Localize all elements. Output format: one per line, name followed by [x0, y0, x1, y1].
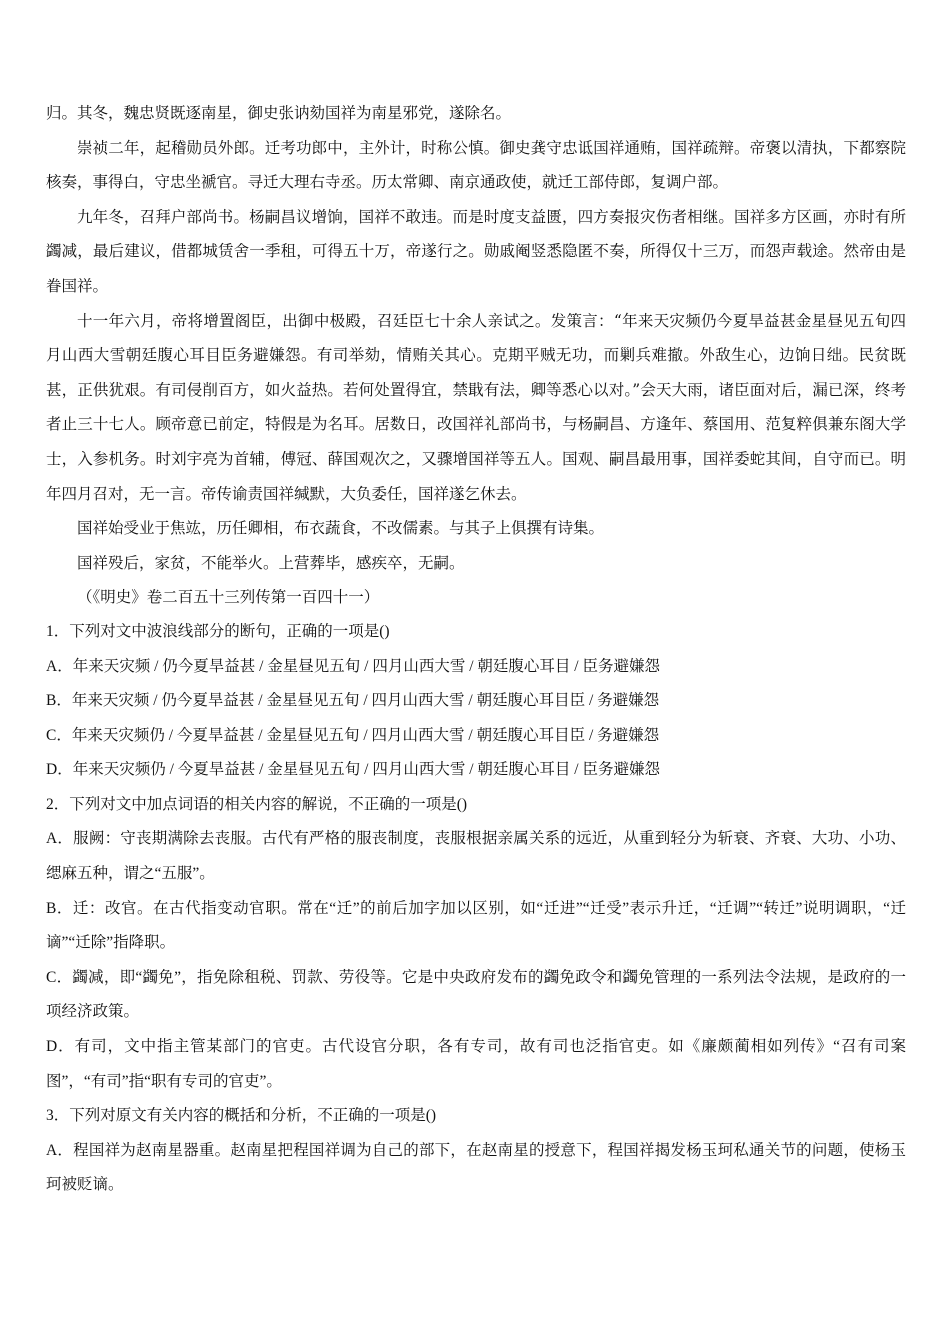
passage-paragraph-3: 九年冬，召拜户部尚书。杨嗣昌议增饷，国祥不敢违。而是时度支益匮，四方奏报灾伤者相继。国祥多方区画，亦时有所蠲减，最后建议，借都城赁舍一季租，可得五十万，帝遂行之。勋戚阉竖悉隐匿不奏，所得仅十三万，而怨声载途。然帝由是眷国祥。: [46, 207, 906, 295]
passage-paragraph-4: 十一年六月，帝将增置阁臣，出御中极殿，召廷臣七十余人亲试之。发策言：“年来天灾频仍今夏旱益甚金星昼见五旬四月山西大雪朝廷腹心耳目臣务避嫌怨。有司举劾，情贿关其心。克期平贼无功，而剿兵难撤。外敌生心，边饷日绌。民贫既甚，正供犹艰。有司侵削百方，如火益热。若何处置得宜，禁戢有法，卿等悉心以对。”会天大雨，诸臣面对后，漏已深，终考者止三十七人。顾帝意已前定，特假是为名耳。居数日，改国祥礼部尚书，与杨嗣昌、方逢年、蔡国用、范复粹俱兼东阁大学士，入参机务。时刘宇亮为首辅，傅冠、薛国观次之，又骤增国祥等五人。国观、嗣昌最用事，国祥委蛇其间，自守而已。明年四月召对，无一言。帝传谕责国祥缄默，大负委任，国祥遂乞休去。: [46, 311, 906, 503]
option-d: D．有司，文中指主管某部门的官吏。古代设官分职，各有专司，故有司也泛指官吏。如《廉颇蔺相如列传》“召有司案图”，“有司”指“职有专司的官吏”。: [46, 1038, 906, 1090]
question-1: [46, 615, 906, 788]
option-a: A．年来天灾频 / 仍今夏旱益甚 / 金星昼见五旬 / 四月山西大雪 / 朝廷腹心耳目 / 臣务避嫌怨: [46, 657, 660, 675]
document-page: [46, 96, 906, 1203]
passage-paragraph-6: 国祥殁后，家贫，不能举火。上营葬毕，感疾卒，无嗣。: [77, 553, 465, 572]
passage-paragraph-1: 归。其冬，魏忠贤既逐南星，御史张讷劾国祥为南星邪党，遂除名。: [46, 104, 512, 122]
option-c: C．蠲减，即“蠲免”，指免除租税、罚款、劳役等。它是中央政府发布的蠲免政令和蠲免管理的一系列法令法规，是政府的一项经济政策。: [46, 968, 906, 1021]
question-stem: 3．下列对原文有关内容的概括和分析，不正确的一项是(): [46, 1107, 437, 1125]
question-stem: 1．下列对文中波浪线部分的断句，正确的一项是(): [46, 622, 390, 640]
question-stem: 2．下列对文中加点词语的相关内容的解说，不正确的一项是(): [46, 795, 468, 813]
passage-paragraph-5: 国祥始受业于焦竑，历任卿相，布衣蔬食，不改儒素。与其子上俱撰有诗集。: [77, 519, 605, 538]
passage: [46, 96, 906, 615]
option-c: C．年来天灾频仍 / 今夏旱益甚 / 金星昼见五旬 / 四月山西大雪 / 朝廷腹心耳目臣 / 务避嫌怨: [46, 726, 660, 744]
option-a: A．程国祥为赵南星器重。赵南星把程国祥调为自己的部下，在赵南星的授意下，程国祥揭发杨玉珂私通关节的问题，使杨玉珂被贬谪。: [46, 1141, 906, 1194]
option-b: B．迁：改官。在古代指变动官职。常在“迁”的前后加字加以区别，如“迁进”“迁受”表示升迁，“迁调”“转迁”说明调职，“迁谪”“迁除”指降职。: [46, 899, 906, 952]
option-d: D．年来天灾频仍 / 今夏旱益甚 / 金星昼见五旬 / 四月山西大雪 / 朝廷腹心耳目 / 臣务避嫌怨: [46, 761, 660, 779]
question-2: [46, 788, 906, 1099]
option-b: B．年来天灾频 / 仍今夏旱益甚 / 金星昼见五旬 / 四月山西大雪 / 朝廷腹心耳目臣 / 务避嫌怨: [46, 692, 660, 710]
question-3: [46, 1099, 906, 1203]
option-a: A．服阙：守丧期满除去丧服。古代有严格的服丧制度，丧服根据亲属关系的远近，从重到轻分为斩衰、齐衰、大功、小功、缌麻五种，谓之“五服”。: [46, 830, 906, 883]
passage-source: （《明史》卷二百五十三列传第一百四十一）: [77, 588, 380, 607]
passage-paragraph-2: 崇祯二年，起稽勋员外郎。迁考功郎中，主外计，时称公慎。御史龚守忠诋国祥通贿，国祥疏辩。帝褒以清执，下都察院核奏，事得白，守忠坐褫官。寻迁大理右寺丞。历太常卿、南京通政使，就迁工部侍郎，复调户部。: [46, 138, 906, 192]
